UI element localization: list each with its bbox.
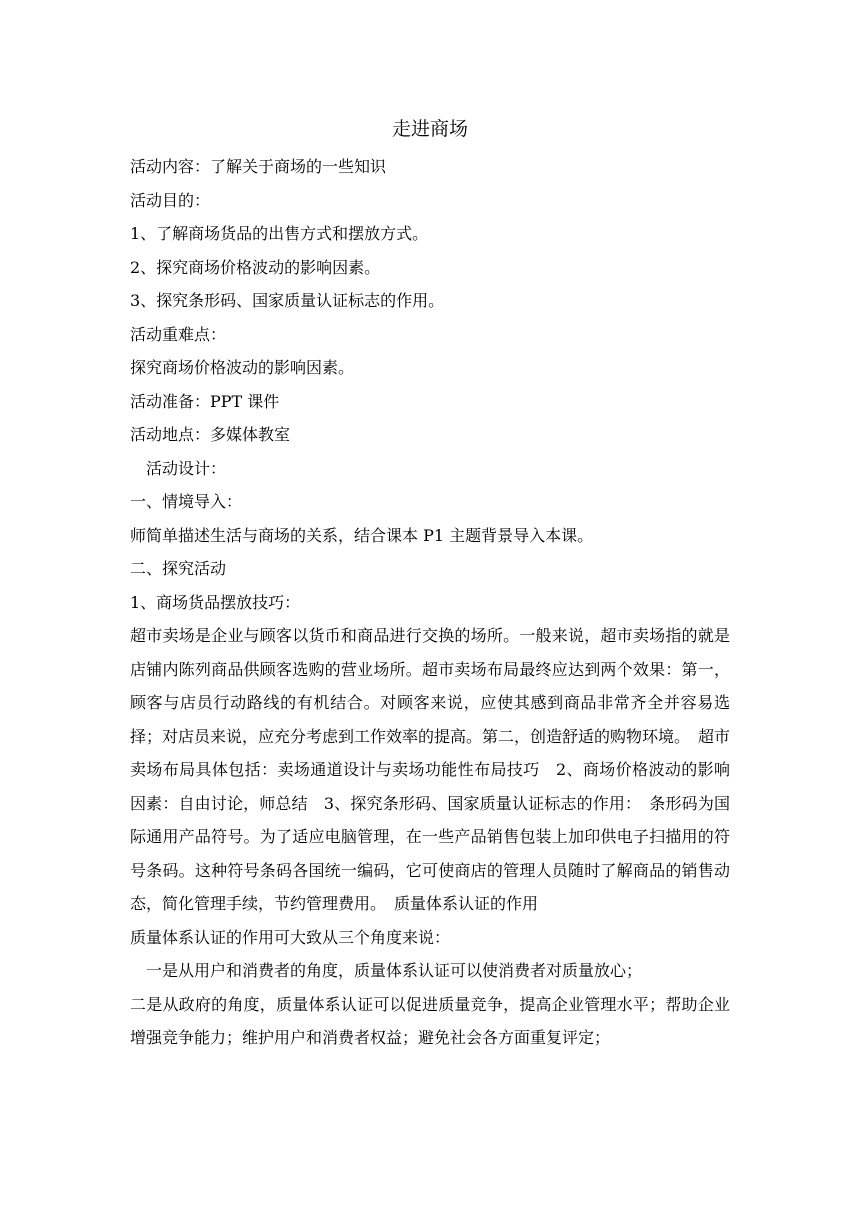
quality-point-2: 二是从政府的角度，质量体系认证可以促进质量竞争，提高企业管理水平；帮助企业增强竞争能力；维护用户和消费者权益；避免社会各方面重复评定；	[130, 994, 730, 1047]
document-page	[130, 112, 730, 1055]
purpose-item-1: 1、了解商场货品的出售方式和摆放方式。	[130, 224, 429, 243]
subsection-1-heading: 1、商场货品摆放技巧：	[130, 592, 301, 612]
activity-preparation: 活动准备：PPT 课件	[130, 391, 280, 411]
section-2-heading: 二、探究活动	[130, 559, 227, 578]
quality-point-1: 一是从用户和消费者的角度，质量体系认证可以使消费者对质量放心；	[146, 961, 643, 980]
key-points-heading: 活动重难点：	[130, 324, 227, 344]
design-heading: 活动设计：	[146, 458, 227, 478]
activity-content: 活动内容：了解关于商场的一些知识	[130, 157, 387, 176]
purpose-heading: 活动目的：	[130, 190, 211, 210]
section-1-text: 师简单描述生活与商场的关系，结合课本 P1 主题背景导入本课。	[130, 525, 594, 545]
key-points-text: 探究商场价格波动的影响因素。	[130, 358, 355, 377]
document-title: 走进商场	[391, 118, 468, 140]
section-1-heading: 一、情境导入：	[130, 492, 243, 511]
activity-location: 活动地点：多媒体教室	[130, 425, 291, 444]
main-paragraph: 超市卖场是企业与顾客以货币和商品进行交换的场所。一般来说，超市卖场指的就是店铺内陈列商品供顾客选购的营业场所。超市卖场布局最终应达到两个效果：第一，顾客与店员行动路线的有机结合。对顾客来说，应使其感到商品非常齐全并容易选择；对店员来说，应充分考虑到工作效率的提高。第二，创造舒适的购物环境。 超市卖场布局具体包括：卖场通道设计与卖场功能性布局技巧 2、商场价格波动的影响因素：自由讨论，师总结 3、探究条形码、国家质量认证标志的作用： 条形码为国际通用产品符号。为了适应电脑管理，在一些产品销售包装上加印供电子扫描用的符号条码。这种符号条码各国统一编码，它可使商店的管理人员随时了解商品的销售动态，简化管理手续，节约管理费用。 质量体系认证的作用	[130, 626, 731, 913]
purpose-item-2: 2、探究商场价格波动的影响因素。	[130, 257, 381, 277]
quality-intro: 质量体系认证的作用可大致从三个角度来说：	[130, 927, 451, 947]
purpose-item-3: 3、探究条形码、国家质量认证标志的作用。	[130, 291, 445, 310]
